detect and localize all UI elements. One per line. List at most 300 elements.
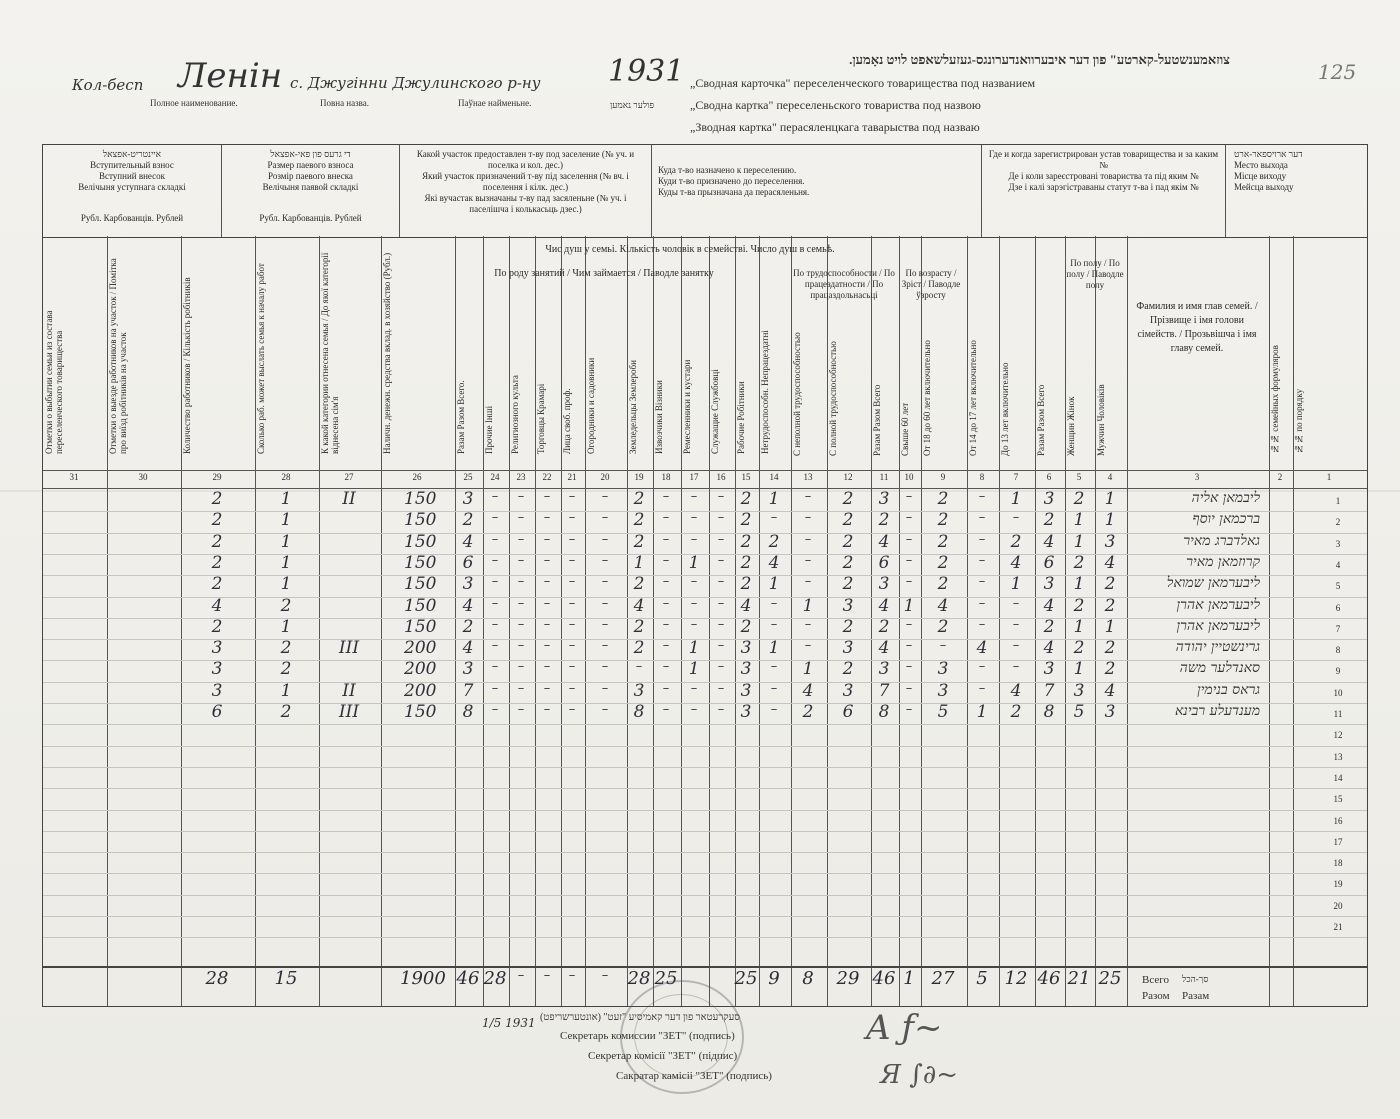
cell-10: – — [905, 702, 913, 717]
totals-label-ua: Разом — [1142, 990, 1170, 1002]
cell-17: 1 — [688, 552, 700, 573]
cell-28: 1 — [280, 552, 292, 573]
family-head-name: גאלדברג מאיר — [1183, 532, 1260, 549]
cell-10: – — [905, 574, 913, 590]
cell-26: 150 — [404, 616, 437, 637]
column-header-24: Прочие Інші — [484, 405, 494, 454]
column-header-6: Разам Разом Всего — [1036, 384, 1046, 456]
column-number-29: 29 — [212, 472, 222, 482]
cell-5: 2 — [1073, 595, 1085, 616]
column-number-26: 26 — [412, 472, 422, 482]
column-header-17: Ремесленники и кустари — [682, 359, 692, 454]
cell-5: 2 — [1073, 638, 1085, 659]
cell-14: – — [770, 595, 778, 611]
family-head-name: ברכמאן יוסף — [1192, 511, 1260, 528]
column-header-11: Разам Разом Всего — [872, 384, 882, 456]
family-head-name: ליבמאן אליה — [1191, 490, 1260, 506]
column-header-14: Нетрудоспособн. Непрацездатні — [760, 330, 770, 454]
cell-4: 4 — [1104, 552, 1116, 573]
cell-8: – — [978, 489, 986, 504]
org-name: Ленін — [178, 56, 283, 96]
cell-16: – — [717, 659, 725, 675]
cell-25: 4 — [462, 638, 474, 659]
cell-21: – — [568, 616, 576, 632]
plot-by: Які вучастак вызначаны т-ву пад засяленьне (№ уч. і паселішча і колькасьць дзес.) — [424, 193, 627, 214]
entry-fee-ru: Вступительный взнос — [90, 160, 174, 170]
cell-25: 3 — [462, 489, 474, 509]
column-number-13: 13 — [803, 472, 813, 482]
cell-12: 3 — [842, 680, 854, 701]
cell-20: – — [601, 638, 609, 654]
cell-19: 2 — [633, 489, 645, 509]
entry-fee-yid: איינטריט-אפצאל — [102, 149, 162, 159]
cell-24: – — [491, 616, 499, 632]
cell-16: – — [717, 595, 725, 611]
cell-21: – — [568, 702, 576, 717]
total-14: 9 — [768, 968, 780, 989]
cell-4: 2 — [1104, 574, 1116, 595]
column-header-23: Религиозного культа — [510, 375, 520, 454]
signature-primary: A ƒ~ — [866, 1008, 943, 1048]
row-divider — [43, 470, 1367, 471]
title-yiddish: צוזאמענשטעל-קארטע" פון דער איבערוואנדערונגס-געזעלשאפט לויט נאָמען. — [849, 52, 1230, 67]
info-block — [42, 144, 1368, 238]
secretary-ua: Секретар комісії "ЗЕТ" (підпис) — [588, 1050, 738, 1062]
cell-22: – — [543, 552, 551, 568]
cell-16: – — [717, 702, 725, 717]
column-header-20: Огородники и садовники — [586, 357, 596, 454]
cell-29: 6 — [211, 702, 223, 722]
group-by-workability: По трудоспособности / По працездатности / По працаздольнасьці — [793, 268, 895, 300]
cell-28: 2 — [280, 659, 292, 680]
totals-label-by: Разам — [1182, 990, 1210, 1002]
cell-15: 3 — [740, 638, 752, 659]
total-25: 46 — [456, 968, 480, 989]
title-russian: „Сводная карточка" переселенческого товарищества под названием — [690, 76, 1036, 90]
plot-ua: Який участок призначений т-ву під заселення (№ вч. і поселення і кілк. дес.) — [422, 171, 629, 192]
cell-10: – — [905, 552, 913, 568]
cell-13: 1 — [802, 659, 814, 680]
cell-19: 4 — [633, 595, 645, 616]
cell-10: 1 — [903, 595, 915, 616]
cell-18: – — [662, 574, 670, 590]
column-divider — [1127, 236, 1128, 1006]
registration-ru: Где и когда зарегистрирован устав товарищества и за каким № — [988, 149, 1219, 170]
total-19: 28 — [627, 968, 651, 989]
cell-25: 2 — [462, 510, 474, 531]
cell-23: – — [517, 595, 525, 611]
total-11: 46 — [872, 968, 896, 989]
corner-note: 125 — [1318, 60, 1357, 84]
village-caption-ua: Повна назва. — [320, 98, 370, 108]
cell-20: – — [601, 702, 609, 717]
cell-22: – — [543, 595, 551, 611]
cell-15: 2 — [740, 574, 752, 595]
total-26: 1900 — [400, 968, 446, 989]
column-number-22: 22 — [542, 472, 552, 482]
cell-9: 2 — [937, 489, 949, 509]
column-header-9: От 18 до 60 лет включительно — [922, 340, 932, 456]
cell-18: – — [662, 595, 670, 611]
column-number-18: 18 — [661, 472, 671, 482]
cell-25: 8 — [462, 702, 474, 722]
totals-label-yid: סך-הכל — [1182, 974, 1209, 984]
cell-7: 2 — [1010, 531, 1022, 552]
cell-9: – — [939, 638, 947, 654]
group-by-occupation: По роду занятий / Чим займается / Паводле занятку — [494, 268, 714, 279]
cell-9: 2 — [937, 616, 949, 637]
column-number-1: 1 — [1326, 472, 1332, 482]
cell-19: 2 — [633, 616, 645, 637]
cell-11: 3 — [878, 574, 890, 595]
cell-4: 1 — [1104, 616, 1116, 637]
cell-20: – — [601, 659, 609, 675]
cell-5: 1 — [1073, 531, 1085, 552]
cell-22: – — [543, 531, 551, 547]
cell-18: – — [662, 489, 670, 504]
share-fee-yid: די גרעס פון פאי-אפצאל — [270, 149, 351, 159]
cell-12: 2 — [842, 552, 854, 573]
cell-11: 4 — [878, 531, 890, 552]
column-header-10: Свыше 60 лет — [900, 402, 910, 456]
cell-8: – — [978, 680, 986, 696]
column-header-25: Разам Разом Всего. — [456, 380, 466, 454]
cell-13: 2 — [802, 702, 814, 722]
cell-10: – — [905, 680, 913, 696]
cell-14: – — [770, 616, 778, 632]
cell-15: 2 — [740, 531, 752, 552]
totals-label-ru: Всего — [1142, 974, 1169, 986]
row-divider — [43, 895, 1367, 896]
cell-14: 4 — [768, 552, 780, 573]
cell-9: 5 — [937, 702, 949, 722]
cell-16: – — [717, 489, 725, 504]
entry-fee-units: Рубл. Карбованців. Рублей — [80, 213, 184, 223]
cell-10: – — [905, 531, 913, 547]
row-number: 2 — [1335, 517, 1341, 528]
cell-13: 4 — [802, 680, 814, 701]
family-head-name: ליבערמאן שמואל — [1166, 575, 1260, 592]
total-24: 28 — [483, 968, 507, 989]
cell-28: 2 — [280, 595, 292, 616]
cell-21: – — [568, 680, 576, 696]
family-head-name: סאנדלער משה — [1179, 660, 1260, 677]
cell-9: 2 — [937, 574, 949, 595]
row-divider — [43, 810, 1367, 811]
column-header-15: Рабочие Робітники — [736, 381, 746, 454]
cell-24: – — [491, 659, 499, 675]
cell-22: – — [543, 574, 551, 590]
cell-12: 2 — [842, 659, 854, 680]
cell-16: – — [717, 680, 725, 696]
cell-8: – — [978, 510, 986, 526]
cell-17: – — [690, 702, 698, 717]
column-header-30: Отметки о выезде работников на участок / Помітка про виїзд робітників на участок — [108, 258, 128, 454]
column-number-12: 12 — [843, 472, 853, 482]
cell-10: – — [905, 638, 913, 654]
cell-7: – — [1012, 659, 1020, 675]
cell-28: 1 — [280, 531, 292, 552]
cell-25: 7 — [462, 680, 474, 701]
plot-ru: Какой участок предоставлен т-ву под заселение (№ уч. и поселка и кол. дес.) — [416, 149, 635, 170]
cell-9: 3 — [937, 659, 949, 680]
cell-16: – — [717, 574, 725, 590]
cell-24: – — [491, 552, 499, 568]
cell-21: – — [568, 638, 576, 654]
total-7: 12 — [1004, 968, 1028, 989]
cell-11: 3 — [878, 489, 890, 509]
column-header-7: До 13 лет включительно — [1000, 362, 1010, 456]
cell-15: 2 — [740, 510, 752, 531]
column-number-23: 23 — [516, 472, 526, 482]
cell-15: 2 — [740, 616, 752, 637]
entry-fee-cell — [43, 145, 221, 237]
cell-29: 2 — [211, 574, 223, 595]
cell-29: 2 — [211, 616, 223, 637]
cell-11: 3 — [878, 659, 890, 680]
cell-7: – — [1012, 595, 1020, 611]
cell-7: 1 — [1010, 489, 1022, 509]
cell-25: 6 — [462, 552, 474, 573]
cell-13: – — [804, 531, 812, 547]
destination-ua: Куди т-во призначено до переселення. — [658, 176, 805, 186]
entry-fee-by: Велічыня уступнага складкі — [78, 182, 186, 192]
row-number: 19 — [1333, 879, 1343, 890]
cell-4: 2 — [1104, 595, 1116, 616]
column-header-3: Фамилия и имя глав семей. / Прізвище і імя голови сімейств. / Прозьвішча і імя главу семей. — [1136, 301, 1258, 354]
cell-19: 2 — [633, 638, 645, 659]
column-number-25: 25 — [463, 472, 473, 482]
cell-18: – — [662, 510, 670, 526]
cell-4: 3 — [1104, 531, 1116, 552]
cell-26: 150 — [404, 702, 437, 722]
cell-12: 2 — [842, 510, 854, 531]
cell-13: 1 — [802, 595, 814, 616]
destination-ru: Куда т-во назначено к переселению. — [658, 165, 797, 175]
cell-22: – — [543, 616, 551, 632]
row-number: 20 — [1333, 900, 1343, 911]
cell-29: 2 — [211, 489, 223, 509]
departure-by: Мейсца выходу — [1234, 182, 1294, 192]
cell-12: 2 — [842, 531, 854, 552]
cell-10: – — [905, 616, 913, 632]
cell-17: – — [690, 531, 698, 547]
column-header-2: №№ семейных формуляров — [1270, 345, 1280, 454]
cell-25: 4 — [462, 595, 474, 616]
cell-28: 2 — [280, 638, 292, 659]
column-number-19: 19 — [634, 472, 644, 482]
cell-8: 1 — [976, 702, 988, 722]
cell-26: 200 — [404, 680, 437, 701]
registration-cell — [981, 145, 1225, 237]
column-number-5: 5 — [1076, 472, 1082, 482]
cell-20: – — [601, 680, 609, 696]
share-fee-ua: Розмір паевого внеска — [268, 171, 353, 181]
cell-11: 4 — [878, 595, 890, 616]
cell-28: 1 — [280, 574, 292, 595]
total-dash: – — [568, 968, 576, 983]
cell-17: – — [690, 489, 698, 504]
cell-17: – — [690, 510, 698, 526]
cell-7: 1 — [1010, 574, 1022, 595]
column-number-9: 9 — [940, 472, 946, 482]
cell-20: – — [601, 595, 609, 611]
total-10: 1 — [903, 968, 915, 989]
total-28: 15 — [274, 968, 298, 989]
cell-29: 3 — [211, 680, 223, 701]
column-number-31: 31 — [69, 472, 79, 482]
cell-11: 8 — [878, 702, 890, 722]
cell-18: – — [662, 702, 670, 717]
cell-13: – — [804, 574, 812, 590]
cell-14: – — [770, 680, 778, 696]
column-number-15: 15 — [741, 472, 751, 482]
row-number: 12 — [1333, 730, 1343, 741]
cell-21: – — [568, 595, 576, 611]
cell-25: 3 — [462, 659, 474, 680]
row-number: 5 — [1335, 581, 1341, 592]
cell-28: 1 — [280, 680, 292, 701]
cell-26: 150 — [404, 510, 437, 531]
cell-29: 2 — [211, 552, 223, 573]
cell-6: 3 — [1043, 659, 1055, 680]
cell-23: – — [517, 702, 525, 717]
cell-18: – — [662, 616, 670, 632]
cell-22: – — [543, 659, 551, 675]
family-head-name: גראס בנימין — [1197, 681, 1260, 698]
total-18: 25 — [654, 968, 678, 989]
cell-19: 3 — [633, 680, 645, 701]
cell-14: – — [770, 702, 778, 717]
cell-4: 3 — [1104, 702, 1116, 722]
row-number: 15 — [1333, 794, 1343, 805]
cell-12: 2 — [842, 616, 854, 637]
column-number-10: 10 — [904, 472, 914, 482]
cell-13: – — [804, 616, 812, 632]
cell-21: – — [568, 489, 576, 504]
cell-6: 7 — [1043, 680, 1055, 701]
cell-17: – — [690, 574, 698, 590]
cell-9: 2 — [937, 510, 949, 531]
full-name-caption: Полное наименование. — [150, 98, 238, 108]
column-header-4: Мужчин Чоловіків — [1096, 384, 1106, 456]
row-number: 10 — [1333, 687, 1343, 698]
cell-29: 4 — [211, 595, 223, 616]
cell-4: 1 — [1104, 489, 1116, 509]
cell-16: – — [717, 552, 725, 568]
cell-26: 150 — [404, 531, 437, 552]
family-head-name: גרינשטיין יהודה — [1175, 639, 1260, 656]
cell-6: 4 — [1043, 531, 1055, 552]
cell-25: 3 — [462, 574, 474, 595]
cell-14: 1 — [768, 638, 780, 659]
total-5: 21 — [1067, 968, 1091, 989]
registration-ua: Де і коли зареєстровані товариства та під яким № — [1008, 171, 1199, 181]
cell-7: – — [1012, 638, 1020, 654]
plot-cell — [399, 145, 651, 237]
column-header-18: Извозчики Візники — [654, 380, 664, 454]
cell-4: 2 — [1104, 659, 1116, 680]
title-belarusian: „Зводная картка" перасяленцкага таварыства под назваю — [690, 120, 980, 134]
cell-11: 7 — [878, 680, 890, 701]
destination-cell — [651, 145, 981, 237]
cell-26: 150 — [404, 552, 437, 573]
village-caption-by: Паўнае найменьне. — [458, 98, 532, 108]
cell-6: 3 — [1043, 489, 1055, 509]
group-by-age: По возрасту / Зріст / Паводле ўзросту — [901, 268, 961, 300]
column-number-3: 3 — [1194, 472, 1200, 482]
cell-6: 3 — [1043, 574, 1055, 595]
row-number: 11 — [1333, 709, 1343, 719]
cell-15: 4 — [740, 595, 752, 616]
cell-22: – — [543, 680, 551, 696]
cell-8: – — [978, 574, 986, 590]
cell-13: – — [804, 510, 812, 526]
cell-15: 3 — [740, 680, 752, 701]
cell-8: – — [978, 595, 986, 611]
cell-19: 8 — [633, 702, 645, 722]
cell-15: 3 — [740, 702, 752, 722]
cell-8: 4 — [976, 638, 988, 659]
cell-11: 2 — [878, 510, 890, 531]
column-header-5: Женщин Жінок — [1066, 396, 1076, 456]
cell-29: 3 — [211, 638, 223, 659]
departure-cell — [1225, 145, 1367, 237]
cell-13: – — [804, 489, 812, 504]
row-number: 3 — [1335, 538, 1341, 549]
cell-6: 4 — [1043, 638, 1055, 659]
row-number: 18 — [1333, 858, 1343, 869]
cell-5: 2 — [1073, 552, 1085, 573]
cell-10: – — [905, 510, 913, 526]
cell-9: 2 — [937, 531, 949, 552]
share-fee-ru: Размер паевого взноса — [267, 160, 354, 170]
total-6: 46 — [1037, 968, 1061, 989]
cell-7: 4 — [1010, 552, 1022, 573]
column-number-7: 7 — [1013, 472, 1019, 482]
cell-7: 2 — [1010, 702, 1022, 722]
cell-18: – — [662, 638, 670, 654]
family-head-name: ליבערמאן אהרן — [1176, 617, 1260, 634]
row-number: 13 — [1333, 751, 1343, 762]
cell-18: – — [662, 552, 670, 568]
cell-24: – — [491, 638, 499, 654]
cell-14: 1 — [768, 489, 780, 509]
row-divider — [43, 724, 1367, 725]
cell-27: II — [342, 489, 356, 509]
cell-10: – — [905, 659, 913, 675]
cell-21: – — [568, 659, 576, 675]
cell-22: – — [543, 510, 551, 526]
column-number-21: 21 — [567, 472, 577, 482]
total-9: 27 — [931, 968, 955, 989]
total-15: 25 — [734, 968, 758, 989]
yiddish-caption: פולער נאמען — [610, 100, 655, 110]
cell-5: 1 — [1073, 616, 1085, 637]
cell-29: 2 — [211, 531, 223, 552]
cell-28: 2 — [280, 702, 292, 722]
row-number: 17 — [1333, 836, 1343, 847]
cell-20: – — [601, 574, 609, 590]
cell-28: 1 — [280, 489, 292, 509]
cell-23: – — [517, 510, 525, 526]
cell-16: – — [717, 510, 725, 526]
row-divider — [43, 937, 1367, 938]
cell-5: 1 — [1073, 510, 1085, 531]
cell-14: – — [770, 510, 778, 526]
cell-23: – — [517, 680, 525, 696]
cell-5: 2 — [1073, 489, 1085, 509]
